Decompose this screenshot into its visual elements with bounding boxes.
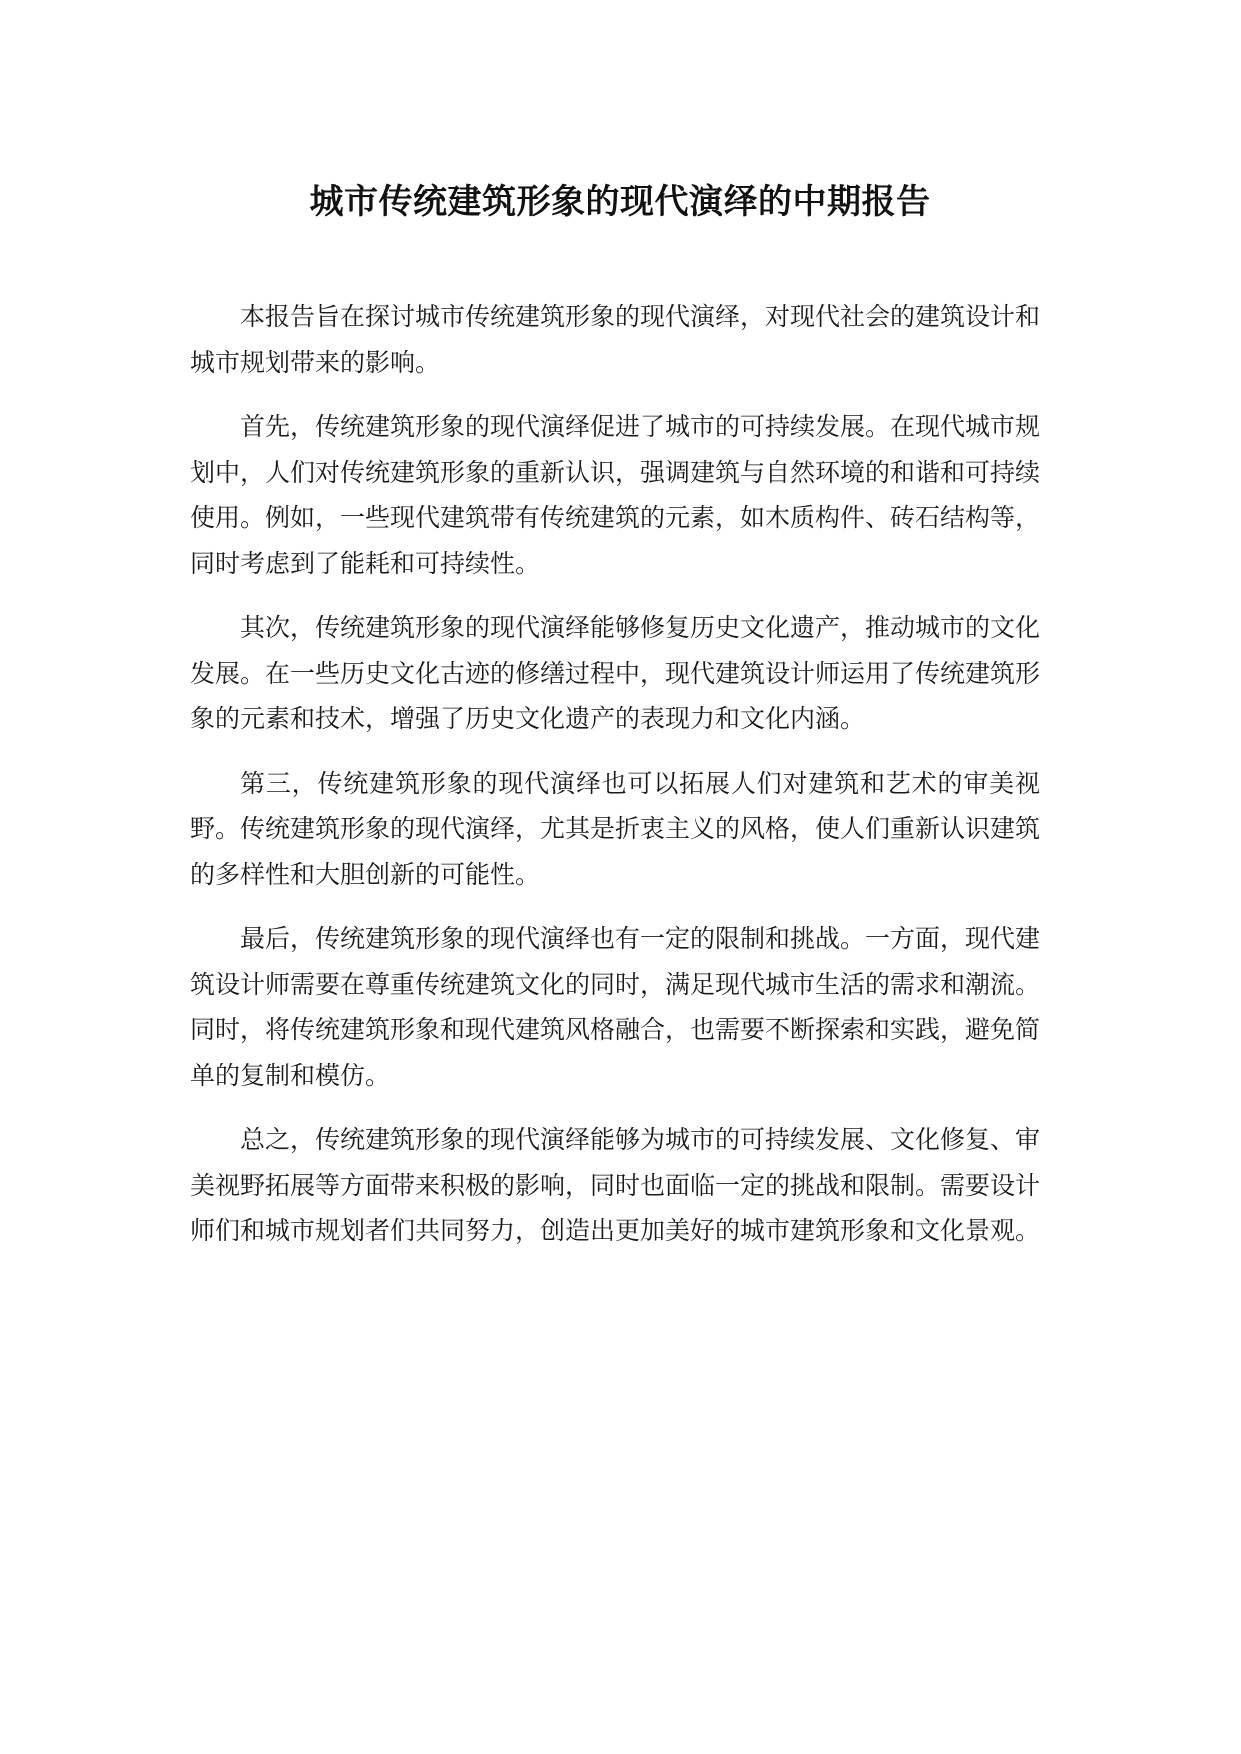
document-body bbox=[190, 294, 1040, 1273]
paragraph-third: 第三，传统建筑形象的现代演绎也可以拓展人们对建筑和艺术的审美视野。传统建筑形象的现代演绎，尤其是折衷主义的风格，使人们重新认识建筑的多样性和大胆创新的可能性。 bbox=[190, 768, 1041, 889]
paragraph-last: 最后，传统建筑形象的现代演绎也有一定的限制和挑战。一方面，现代建筑设计师需要在尊重传统建筑文化的同时，满足现代城市生活的需求和潮流。同时，将传统建筑形象和现代建筑风格融合，也需要不断探索和实践，避免简单的复制和模仿。 bbox=[190, 924, 1041, 1090]
paragraph-second: 其次，传统建筑形象的现代演绎能够修复历史文化遗产，推动城市的文化发展。在一些历史文化古迹的修缮过程中，现代建筑设计师运用了传统建筑形象的元素和技术，增强了历史文化遗产的表现力和文化内涵。 bbox=[190, 613, 1041, 733]
paragraph-conclusion: 总之，传统建筑形象的现代演绎能够为城市的可持续发展、文化修复、审美视野拓展等方面带来积极的影响，同时也面临一定的挑战和限制。需要设计师们和城市规划者们共同努力，创造出更加美好的城市建筑形象和文化景观。 bbox=[190, 1125, 1041, 1245]
document-title: 城市传统建筑形象的现代演绎的中期报告 bbox=[309, 182, 931, 222]
paragraph-intro: 本报告旨在探讨城市传统建筑形象的现代演绎，对现代社会的建筑设计和城市规划带来的影响。 bbox=[190, 302, 1041, 377]
paragraph-first: 首先，传统建筑形象的现代演绎促进了城市的可持续发展。在现代城市规划中，人们对传统建筑形象的重新认识，强调建筑与自然环境的和谐和可持续使用。例如，一些现代建筑带有传统建筑的元素，如木质构件、砖石结构等，同时考虑到了能耗和可持续性。 bbox=[190, 412, 1041, 578]
